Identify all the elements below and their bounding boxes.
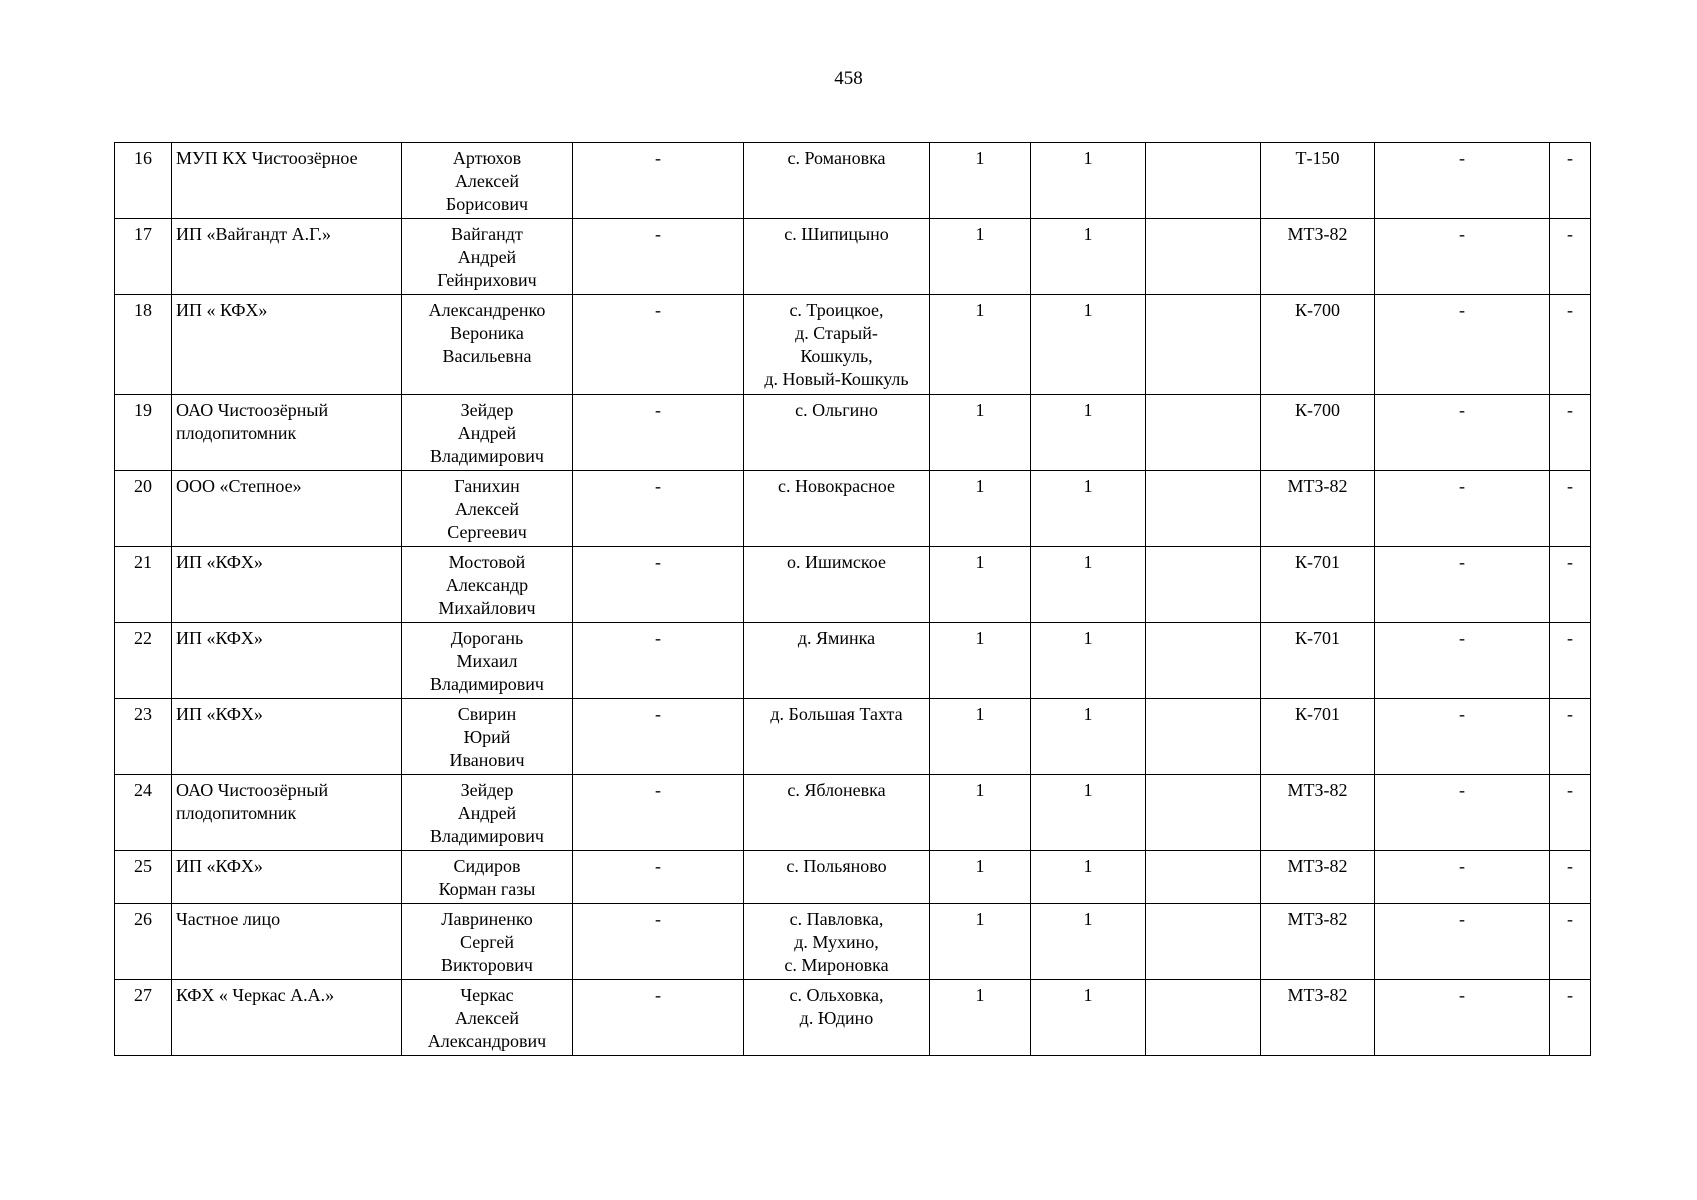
cell-line: Алексей bbox=[454, 1008, 520, 1028]
data-table bbox=[114, 142, 1591, 1056]
count-cell: 1 bbox=[1031, 395, 1146, 471]
empty-cell bbox=[1146, 980, 1261, 1056]
dash-cell: - bbox=[573, 219, 744, 295]
count-cell: 1 bbox=[930, 395, 1031, 471]
cell-line: д. Новый-Кошкуль bbox=[764, 369, 909, 389]
person-name-cell bbox=[402, 775, 573, 851]
empty-cell bbox=[1146, 295, 1261, 395]
dash-cell: - bbox=[1550, 295, 1591, 395]
cell-line: Владимирович bbox=[430, 826, 544, 846]
equipment-cell: К-700 bbox=[1261, 395, 1375, 471]
cell-line: с. Мироновка bbox=[784, 955, 889, 975]
cell-line: Иванович bbox=[449, 750, 525, 770]
count-cell: 1 bbox=[1031, 980, 1146, 1056]
count-cell: 1 bbox=[1031, 219, 1146, 295]
person-name-cell bbox=[402, 547, 573, 623]
cell-line: Дорогань bbox=[450, 628, 524, 648]
count-cell: 1 bbox=[1031, 699, 1146, 775]
count-cell: 1 bbox=[1031, 295, 1146, 395]
row-number-cell: 27 bbox=[115, 980, 172, 1056]
row-number-cell: 22 bbox=[115, 623, 172, 699]
locality-cell bbox=[744, 623, 930, 699]
dash-cell: - bbox=[573, 775, 744, 851]
locality-cell bbox=[744, 775, 930, 851]
dash-cell: - bbox=[1375, 295, 1550, 395]
dash-cell: - bbox=[573, 471, 744, 547]
cell-line: Ганихин bbox=[454, 476, 520, 496]
cell-line: Михаил bbox=[456, 651, 518, 671]
locality-cell bbox=[744, 547, 930, 623]
cell-line: с. Шипицыно bbox=[784, 224, 889, 244]
dash-cell: - bbox=[573, 980, 744, 1056]
row-number-cell: 23 bbox=[115, 699, 172, 775]
table-row bbox=[115, 395, 1591, 471]
cell-line: д. Яминка bbox=[797, 628, 876, 648]
cell-line: Александренко bbox=[428, 300, 546, 320]
dash-cell: - bbox=[1375, 904, 1550, 980]
dash-cell: - bbox=[1375, 851, 1550, 904]
cell-line: Алексей bbox=[454, 171, 520, 191]
cell-line: Борисович bbox=[445, 194, 529, 214]
dash-cell: - bbox=[573, 547, 744, 623]
cell-line: Сидиров bbox=[453, 856, 521, 876]
count-cell: 1 bbox=[1031, 623, 1146, 699]
cell-line: Михайлович bbox=[438, 598, 536, 618]
count-cell: 1 bbox=[930, 295, 1031, 395]
equipment-cell: МТЗ-82 bbox=[1261, 980, 1375, 1056]
dash-cell: - bbox=[1550, 623, 1591, 699]
cell-line: Вероника bbox=[450, 323, 524, 343]
organization-cell bbox=[172, 904, 402, 980]
row-number-cell: 16 bbox=[115, 143, 172, 219]
locality-cell bbox=[744, 851, 930, 904]
table-row bbox=[115, 295, 1591, 395]
count-cell: 1 bbox=[930, 699, 1031, 775]
dash-cell: - bbox=[573, 143, 744, 219]
organization-cell bbox=[172, 775, 402, 851]
cell-line: Черкас bbox=[460, 985, 514, 1005]
row-number-cell: 24 bbox=[115, 775, 172, 851]
equipment-cell: МТЗ-82 bbox=[1261, 471, 1375, 547]
row-number-cell: 21 bbox=[115, 547, 172, 623]
dash-cell: - bbox=[573, 623, 744, 699]
empty-cell bbox=[1146, 775, 1261, 851]
person-name-cell bbox=[402, 295, 573, 395]
person-name-cell bbox=[402, 219, 573, 295]
table-row bbox=[115, 471, 1591, 547]
cell-line: ИП «Вайгандт А.Г.» bbox=[176, 224, 332, 244]
cell-line: Гейнрихович bbox=[437, 270, 537, 290]
organization-cell bbox=[172, 699, 402, 775]
table-row bbox=[115, 775, 1591, 851]
dash-cell: - bbox=[1550, 980, 1591, 1056]
table-row bbox=[115, 904, 1591, 980]
cell-line: Корман газы bbox=[438, 879, 536, 899]
count-cell: 1 bbox=[930, 471, 1031, 547]
table-row bbox=[115, 547, 1591, 623]
dash-cell: - bbox=[1375, 547, 1550, 623]
cell-line: Лавриненко bbox=[441, 909, 533, 929]
locality-cell bbox=[744, 143, 930, 219]
count-cell: 1 bbox=[930, 143, 1031, 219]
dash-cell: - bbox=[1375, 980, 1550, 1056]
cell-line: Зейдер bbox=[460, 400, 514, 420]
locality-cell bbox=[744, 904, 930, 980]
dash-cell: - bbox=[573, 851, 744, 904]
table-row bbox=[115, 980, 1591, 1056]
table-row bbox=[115, 851, 1591, 904]
count-cell: 1 bbox=[930, 219, 1031, 295]
row-number-cell: 20 bbox=[115, 471, 172, 547]
organization-cell bbox=[172, 623, 402, 699]
organization-cell bbox=[172, 395, 402, 471]
cell-line: Александрович bbox=[427, 1031, 547, 1051]
person-name-cell bbox=[402, 699, 573, 775]
cell-line: Андрей bbox=[457, 803, 517, 823]
cell-line: Алексей bbox=[454, 499, 520, 519]
dash-cell: - bbox=[1550, 775, 1591, 851]
empty-cell bbox=[1146, 699, 1261, 775]
cell-line: ОАО Чистоозёрный bbox=[176, 400, 329, 420]
dash-cell: - bbox=[1375, 395, 1550, 471]
empty-cell bbox=[1146, 623, 1261, 699]
count-cell: 1 bbox=[1031, 851, 1146, 904]
cell-line: с. Романовка bbox=[787, 148, 886, 168]
cell-line: д. Мухино, bbox=[794, 932, 879, 952]
equipment-cell: К-701 bbox=[1261, 699, 1375, 775]
cell-line: Вайгандт bbox=[451, 224, 523, 244]
empty-cell bbox=[1146, 851, 1261, 904]
cell-line: Александр bbox=[445, 575, 529, 595]
cell-line: плодопитомник bbox=[176, 803, 297, 823]
empty-cell bbox=[1146, 395, 1261, 471]
person-name-cell bbox=[402, 471, 573, 547]
cell-line: Сергеевич bbox=[447, 522, 527, 542]
organization-cell bbox=[172, 547, 402, 623]
count-cell: 1 bbox=[1031, 547, 1146, 623]
dash-cell: - bbox=[573, 395, 744, 471]
cell-line: Зейдер bbox=[460, 780, 514, 800]
cell-line: плодопитомник bbox=[176, 423, 297, 443]
equipment-cell: Т-150 bbox=[1261, 143, 1375, 219]
person-name-cell bbox=[402, 904, 573, 980]
cell-line: д. Старый- bbox=[795, 323, 878, 343]
count-cell: 1 bbox=[1031, 471, 1146, 547]
table-row bbox=[115, 623, 1591, 699]
equipment-cell: МТЗ-82 bbox=[1261, 775, 1375, 851]
organization-cell bbox=[172, 295, 402, 395]
dash-cell: - bbox=[1375, 775, 1550, 851]
cell-line: с. Павловка, bbox=[789, 909, 884, 929]
cell-line: с. Яблоневка bbox=[787, 780, 886, 800]
dash-cell: - bbox=[1375, 219, 1550, 295]
empty-cell bbox=[1146, 219, 1261, 295]
organization-cell bbox=[172, 980, 402, 1056]
dash-cell: - bbox=[1550, 219, 1591, 295]
cell-line: с. Ольгино bbox=[795, 400, 878, 420]
person-name-cell bbox=[402, 980, 573, 1056]
cell-line: с. Польяново bbox=[786, 856, 887, 876]
dash-cell: - bbox=[1375, 471, 1550, 547]
cell-line: ООО «Степное» bbox=[176, 476, 302, 496]
count-cell: 1 bbox=[930, 980, 1031, 1056]
row-number-cell: 26 bbox=[115, 904, 172, 980]
cell-line: МУП КХ Чистоозёрное bbox=[176, 148, 358, 168]
count-cell: 1 bbox=[1031, 904, 1146, 980]
count-cell: 1 bbox=[1031, 775, 1146, 851]
person-name-cell bbox=[402, 623, 573, 699]
empty-cell bbox=[1146, 143, 1261, 219]
page-number: 458 bbox=[834, 68, 863, 89]
cell-line: с. Ольховка, bbox=[789, 985, 884, 1005]
cell-line: ИП «КФХ» bbox=[176, 856, 263, 876]
dash-cell: - bbox=[1375, 143, 1550, 219]
table-row bbox=[115, 143, 1591, 219]
row-number-cell: 18 bbox=[115, 295, 172, 395]
dash-cell: - bbox=[1550, 699, 1591, 775]
cell-line: с. Троицкое, bbox=[789, 300, 884, 320]
count-cell: 1 bbox=[930, 623, 1031, 699]
count-cell: 1 bbox=[930, 851, 1031, 904]
cell-line: Васильевна bbox=[442, 346, 532, 366]
row-number-cell: 25 bbox=[115, 851, 172, 904]
table-row bbox=[115, 699, 1591, 775]
cell-line: ИП «КФХ» bbox=[176, 552, 263, 572]
dash-cell: - bbox=[1550, 547, 1591, 623]
dash-cell: - bbox=[1375, 699, 1550, 775]
person-name-cell bbox=[402, 395, 573, 471]
cell-line: Свирин bbox=[457, 704, 517, 724]
cell-line: Владимирович bbox=[430, 674, 544, 694]
equipment-cell: К-700 bbox=[1261, 295, 1375, 395]
dash-cell: - bbox=[1550, 471, 1591, 547]
cell-line: о. Ишимское bbox=[787, 552, 886, 572]
equipment-cell: МТЗ-82 bbox=[1261, 851, 1375, 904]
empty-cell bbox=[1146, 471, 1261, 547]
cell-line: Владимирович bbox=[430, 446, 544, 466]
cell-line: Кошкуль, bbox=[800, 346, 873, 366]
row-number-cell: 19 bbox=[115, 395, 172, 471]
cell-line: ИП « КФХ» bbox=[176, 300, 268, 320]
dash-cell: - bbox=[1550, 904, 1591, 980]
dash-cell: - bbox=[573, 699, 744, 775]
cell-line: Мостовой bbox=[448, 552, 526, 572]
cell-line: Юрий bbox=[463, 727, 511, 747]
cell-line: КФХ « Черкас А.А.» bbox=[176, 985, 335, 1005]
cell-line: Сергей bbox=[460, 932, 514, 952]
count-cell: 1 bbox=[1031, 143, 1146, 219]
cell-line: д. Большая Тахта bbox=[770, 704, 903, 724]
equipment-cell: К-701 bbox=[1261, 547, 1375, 623]
organization-cell bbox=[172, 851, 402, 904]
cell-line: с. Новокрасное bbox=[778, 476, 895, 496]
count-cell: 1 bbox=[930, 547, 1031, 623]
cell-line: ОАО Чистоозёрный bbox=[176, 780, 329, 800]
dash-cell: - bbox=[573, 904, 744, 980]
cell-line: Андрей bbox=[457, 247, 517, 267]
cell-line: ИП «КФХ» bbox=[176, 704, 263, 724]
equipment-cell: МТЗ-82 bbox=[1261, 219, 1375, 295]
dash-cell: - bbox=[573, 295, 744, 395]
locality-cell bbox=[744, 471, 930, 547]
cell-line: д. Юдино bbox=[799, 1008, 874, 1028]
count-cell: 1 bbox=[930, 775, 1031, 851]
person-name-cell bbox=[402, 851, 573, 904]
person-name-cell bbox=[402, 143, 573, 219]
cell-line: ИП «КФХ» bbox=[176, 628, 263, 648]
organization-cell bbox=[172, 143, 402, 219]
dash-cell: - bbox=[1375, 623, 1550, 699]
count-cell: 1 bbox=[930, 904, 1031, 980]
organization-cell bbox=[172, 471, 402, 547]
row-number-cell: 17 bbox=[115, 219, 172, 295]
cell-line: Викторович bbox=[441, 955, 533, 975]
dash-cell: - bbox=[1550, 395, 1591, 471]
locality-cell bbox=[744, 980, 930, 1056]
equipment-cell: МТЗ-82 bbox=[1261, 904, 1375, 980]
empty-cell bbox=[1146, 547, 1261, 623]
locality-cell bbox=[744, 395, 930, 471]
locality-cell bbox=[744, 219, 930, 295]
cell-line: Частное лицо bbox=[176, 909, 281, 929]
empty-cell bbox=[1146, 904, 1261, 980]
dash-cell: - bbox=[1550, 143, 1591, 219]
equipment-cell: К-701 bbox=[1261, 623, 1375, 699]
locality-cell bbox=[744, 699, 930, 775]
table-body bbox=[115, 143, 1591, 1056]
locality-cell bbox=[744, 295, 930, 395]
cell-line: Артюхов bbox=[452, 148, 522, 168]
cell-line: Андрей bbox=[457, 423, 517, 443]
organization-cell bbox=[172, 219, 402, 295]
table-row bbox=[115, 219, 1591, 295]
dash-cell: - bbox=[1550, 851, 1591, 904]
